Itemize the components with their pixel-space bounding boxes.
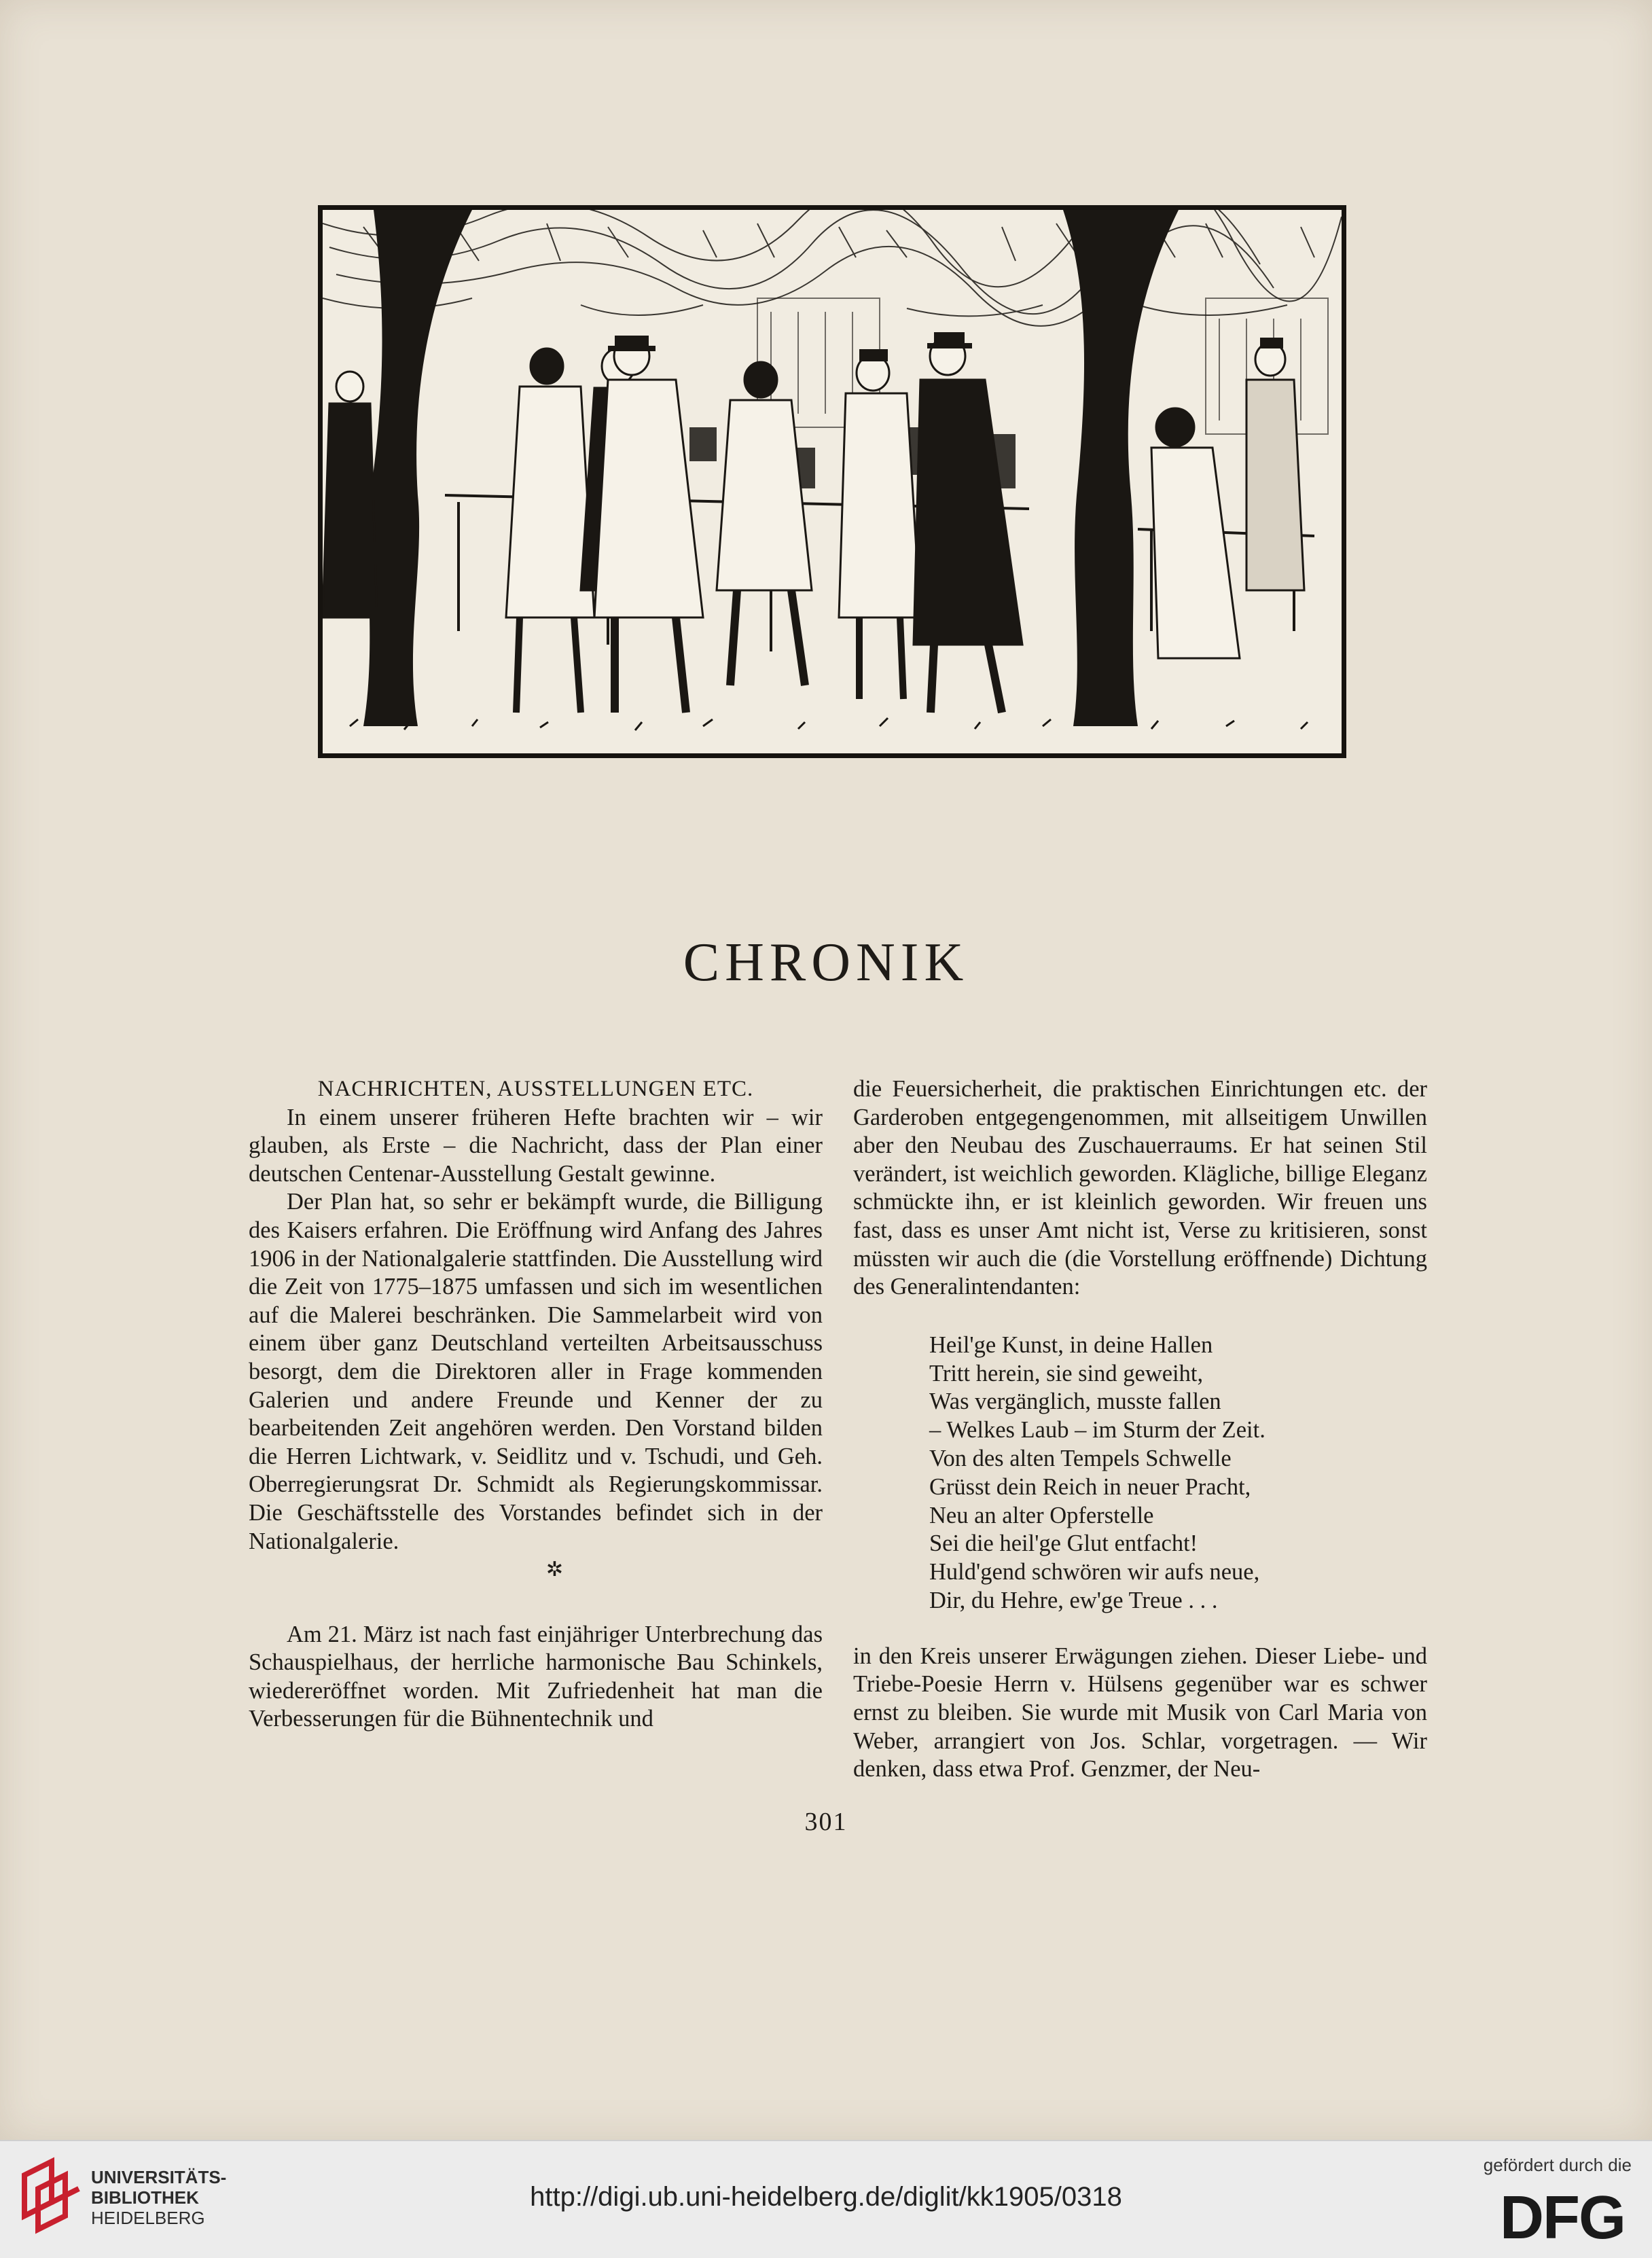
poem-line: Neu an alter Opferstelle bbox=[929, 1502, 1154, 1528]
poem-line: Huld'gend schwören wir aufs neue, bbox=[929, 1559, 1260, 1585]
poem-line: Sei die heil'ge Glut entfacht! bbox=[929, 1530, 1198, 1557]
right-paragraph-2: in den Kreis unserer Erwägungen ziehen. Dieser Liebe- und Triebe-Poesie Herrn v. Hülsens gegenüber war es schwer ernst zu bleiben. Sie wurde mit Musik von Carl Maria von Weber, arrangiert von Jos. Schlar, vorgetragen. — Wir denken, dass etwa Prof. Genzmer, der Neu- bbox=[853, 1643, 1427, 1782]
dfg-logo[interactable]: DFG bbox=[1500, 2184, 1625, 2252]
library-line-1: UNIVERSITÄTS- bbox=[91, 2167, 227, 2187]
poem-line: Was vergänglich, musste fallen bbox=[929, 1388, 1221, 1415]
poem-line: Von des alten Tempels Schwelle bbox=[929, 1445, 1232, 1471]
footer-bar bbox=[0, 2140, 1652, 2258]
section-heading: NACHRICHTEN, AUSSTELLUNGEN ETC. bbox=[317, 1077, 754, 1101]
library-line-3: HEIDELBERG bbox=[91, 2208, 205, 2228]
left-paragraph-1: In einem unserer früheren Hefte brachten wir – wir glauben, als Erste – die Nachricht, dass der Plan einer deutschen Centenar-Ausstellung Gestalt gewinne. bbox=[249, 1104, 823, 1187]
left-paragraph-2: Der Plan hat, so sehr er bekämpft wurde, die Billigung des Kaisers erfahren. Die Eröffnung wird Anfang des Jahres 1906 in der Nationalgalerie stattfinden. Die Ausstellung wird die Zeit von 1775–1875 umfassen und sich im wesentlichen auf die Malerei beschränken. Die Sammelarbeit wird von einem über ganz Deutschland verteilten Arbeitsausschuss besorgt, dem die Direktoren aller in Frage kommenden Galerien und andere Freunde und Kenner der zu bearbeitenden Zeit angehören werden. Den Vorstand bilden die Herren Lichtwark, v. Seidlitz und v. Tschudi, und Geh. Oberregierungsrat Dr. Schmidt als Regierungskommissar. Die Geschäftsstelle des Vorstandes befindet sich in der Nationalgalerie. bbox=[249, 1189, 823, 1554]
library-line-2: BIBLIOTHEK bbox=[91, 2187, 199, 2208]
poem-line: Grüsst dein Reich in neuer Pracht, bbox=[929, 1473, 1251, 1500]
poem-line: Dir, du Hehre, ew'ge Treue . . . bbox=[929, 1587, 1218, 1613]
funding-label: gefördert durch die bbox=[1483, 2155, 1632, 2175]
right-column bbox=[853, 1075, 1427, 1784]
right-paragraph-1: die Feuersicherheit, die praktischen Einrichtungen etc. der Garderoben entgegengenommen, mit allseitigem Unwillen aber den Neubau des Zuschauerraums. Er hat seinen Stil verändert, ist weichlich geworden. Klägliche, billige Eleganz schmückte ihn, er ist kleinlich geworden. Wir freuen uns fast, dass es unser Amt nicht ist, Verse zu kritisieren, sonst müssten wir auch die (die Vorstellung eröffnende) Dichtung des Generalintendanten: bbox=[853, 1076, 1427, 1300]
poem bbox=[929, 1331, 1427, 1615]
poem-line: Heil'ge Kunst, in deine Hallen bbox=[929, 1331, 1213, 1358]
separator-star: ✲ bbox=[545, 1558, 564, 1581]
poem-line: – Welkes Laub – im Sturm der Zeit. bbox=[929, 1417, 1265, 1444]
left-column bbox=[249, 1075, 823, 1734]
left-paragraph-3: Am 21. März ist nach fast einjähriger Unterbrechung das Schauspielhaus, der herrliche harmonische Bau Schinkels, wiedereröffnet worden. Mit Zufriedenheit hat man die Verbesserungen für die Bühnentechnik und bbox=[249, 1621, 823, 1732]
page-title: CHRONIK bbox=[683, 932, 969, 992]
header-illustration bbox=[318, 205, 1346, 758]
book-stall-drawing bbox=[323, 210, 1342, 753]
page-number: 301 bbox=[804, 1808, 848, 1836]
permalink-url[interactable]: http://digi.ub.uni-heidelberg.de/diglit/kk1905/0318 bbox=[530, 2182, 1122, 2212]
poem-line: Tritt herein, sie sind geweiht, bbox=[929, 1360, 1204, 1386]
